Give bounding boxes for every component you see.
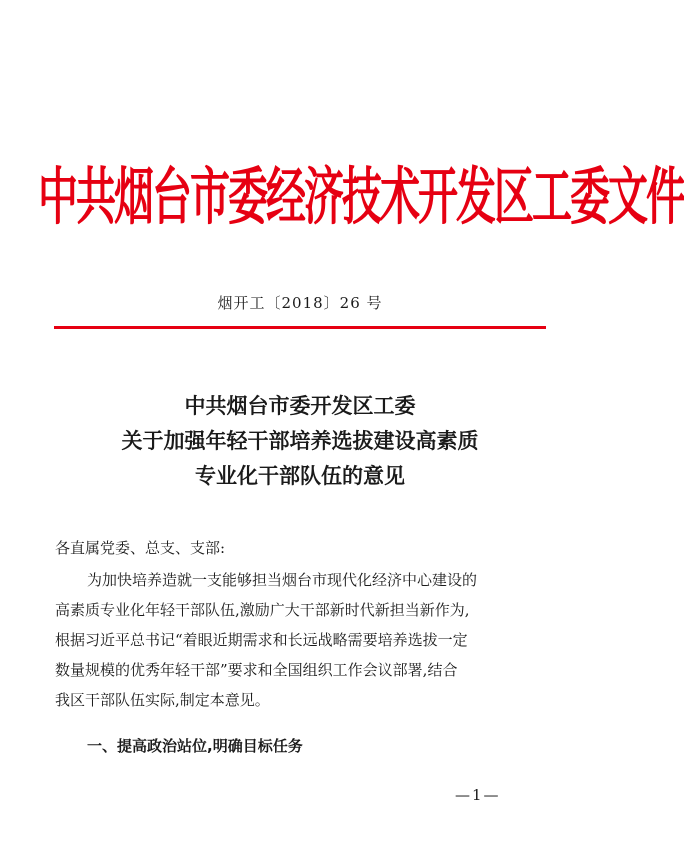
document-number: 烟开工〔2018〕26 号 [217,294,383,312]
body-line: 高素质专业化年轻干部队伍,激励广大干部新时代新担当新作为, [55,601,470,619]
body-paragraph [55,565,550,715]
masthead-title: 中共烟台市委经济技术开发区工委文件 [38,162,684,234]
red-divider-line [54,326,546,329]
title-line: 关于加强年轻干部培养选拔建设高素质 [121,428,479,453]
title-line: 专业化干部队伍的意见 [195,463,405,488]
body-line: 为加快培养造就一支能够担当烟台市现代化经济中心建设的 [87,571,478,589]
body-line: 我区干部队伍实际,制定本意见。 [55,691,270,709]
body-line: 根据习近平总书记“着眼近期需求和长远战略需要培养选拔一定 [55,631,468,649]
section-heading: 一、提高政治站位,明确目标任务 [87,737,303,755]
page-number: —1— [455,786,501,804]
body-line: 数量规模的优秀年轻干部”要求和全国组织工作会议部署,结合 [55,661,458,679]
document-title [30,388,570,493]
title-line: 中共烟台市委开发区工委 [184,393,416,418]
salutation: 各直属党委、总支、支部: [55,539,226,557]
